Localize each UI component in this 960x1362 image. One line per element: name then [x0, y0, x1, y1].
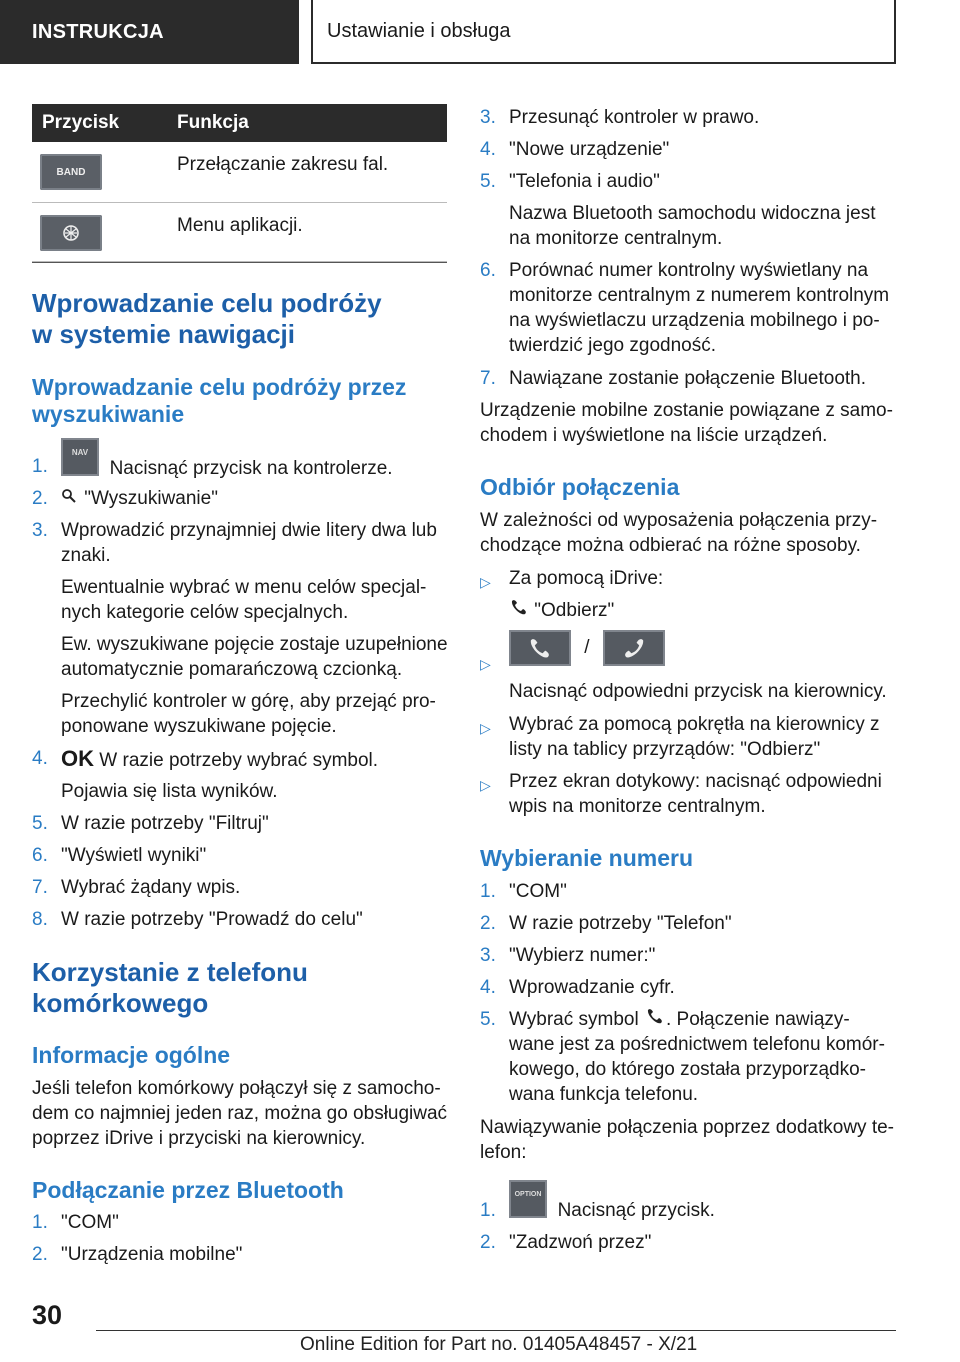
bullet-item: ▷ Przez ekran dotykowy: nacisnąć odpowiedni wpis na monitorze centralnym.	[480, 771, 882, 817]
bullet-triangle-icon: ▷	[480, 720, 491, 736]
table-header-button: Przycisk	[32, 104, 167, 142]
list-item: 2. "Zadzwoń przez"	[480, 1232, 652, 1253]
section-tab: INSTRUKCJA	[0, 0, 299, 64]
table-header-function: Funkcja	[167, 104, 447, 142]
bullet-item: ▷ Za pomocą iDrive: "Odbierz"	[480, 568, 664, 621]
paragraph: W zależności od wyposażenia połączenia przy- chodzące można odbierać na różne sposoby.	[480, 510, 878, 556]
phone-icon	[509, 600, 529, 621]
band-button-icon: BAND	[40, 154, 102, 190]
list-item: 3. Przesunąć kontroler w prawo.	[480, 107, 760, 128]
list-item: 2. "Wyszukiwanie"	[32, 488, 218, 509]
list-item: 7. Wybrać żądany wpis.	[32, 877, 241, 898]
bullet-triangle-icon: ▷	[480, 777, 491, 793]
heading-navigation: Wprowadzanie celu podróży w systemie nawigacji	[32, 288, 382, 349]
subheading-receive: Odbiór połączenia	[480, 474, 680, 500]
list-item: 1. "COM"	[480, 881, 567, 902]
edition-text: Online Edition for Part no. 01405A48457 - X/21	[300, 1334, 698, 1355]
bullet-triangle-icon: ▷	[480, 656, 491, 672]
nav-button-icon: NAV	[61, 438, 99, 476]
subheading-general: Informacje ogólne	[32, 1042, 231, 1068]
phone-icon	[644, 1009, 666, 1030]
chapter-tab: Ustawianie i obsługa	[311, 0, 896, 64]
subheading-dial: Wybieranie numeru	[480, 845, 694, 871]
page-number: 30	[32, 1300, 63, 1330]
paragraph: Pojawia się lista wyników.	[61, 781, 278, 802]
paragraph: Jeśli telefon komórkowy połączył się z samocho- dem co najmniej jeden raz, można go obsługiwać poprzez iDrive i przyciski na kierownicy.	[32, 1078, 448, 1149]
search-icon	[61, 488, 79, 509]
accept-call-button-icon	[509, 630, 571, 666]
footer-divider	[96, 1330, 896, 1331]
list-item: 8. W razie potrzeby "Prowadź do celu"	[32, 909, 363, 930]
table-cell-function: Przełączanie zakresu fal.	[177, 154, 389, 175]
paragraph: Nazwa Bluetooth samochodu widoczna jest na monitorze centralnym.	[509, 203, 876, 249]
list-item: 6. Porównać numer kontrolny wyświetlany na monitorze centralnym z numerem kontrolnym na wyświetlaczu urządzenia mobilnego i po- twierdzić jego zgodność.	[480, 260, 890, 356]
subheading-bluetooth: Podłączanie przez Bluetooth	[32, 1177, 344, 1203]
list-item: 4. OK W razie potrzeby wybrać symbol.	[32, 746, 379, 771]
list-item: 1. NAV Nacisnąć przycisk na kontrolerze.	[32, 438, 447, 478]
list-item: 3. Wprowadzić przynajmniej dwie litery dwa lub znaki.	[32, 520, 437, 566]
paragraph: Przechylić kontroler w górę, aby przejąć pro- ponowane wyszukiwane pojęcie.	[61, 691, 436, 737]
bullet-item: ▷ / Nacisnąć odpowiedni przycisk na kierownicy.	[480, 630, 896, 710]
paragraph: Urządzenie mobilne zostanie powiązane z samo- chodem i wyświetlone na liście urządzeń.	[480, 400, 893, 446]
list-item: 7. Nawiązane zostanie połączenie Bluetooth.	[480, 368, 867, 389]
list-item: 4. Wprowadzanie cyfr.	[480, 977, 675, 998]
heading-phone: Korzystanie z telefonu komórkowego	[32, 957, 308, 1018]
list-item: 1. OPTION Nacisnąć przycisk.	[480, 1180, 896, 1224]
list-item: 6. "Wyświetl wyniki"	[32, 845, 207, 866]
list-item: 4. "Nowe urządzenie"	[480, 139, 670, 160]
page-header	[0, 0, 960, 66]
paragraph: Nawiązywanie połączenia poprzez dodatkowy te- lefon:	[480, 1117, 895, 1163]
list-item: 5. "Telefonia i audio"	[480, 171, 660, 192]
apps-button-icon	[40, 215, 102, 251]
list-item: 1. "COM"	[32, 1212, 119, 1233]
subheading-search: Wprowadzanie celu podróży przez wyszukiwanie	[32, 374, 407, 427]
list-item: 3. "Wybierz numer:"	[480, 945, 656, 966]
paragraph: Ewentualnie wybrać w menu celów specjal- nych kategorie celów specjalnych.	[61, 577, 427, 623]
divider	[32, 262, 447, 263]
table-row	[32, 203, 447, 262]
list-item: 5. W razie potrzeby "Filtruj"	[32, 813, 269, 834]
ok-symbol-icon: OK	[61, 746, 94, 771]
paragraph: Ew. wyszukiwane pojęcie zostaje uzupełnione automatycznie pomarańczową czcionką.	[61, 634, 448, 680]
button-function-table	[32, 104, 447, 262]
table-cell-function: Menu aplikacji.	[177, 215, 303, 236]
list-item: 5. Wybrać symbol . Połączenie nawiązy- wane jest za pośrednictwem telefonu komór- kowego, do którego została przyporządko- wana funkcja telefonu.	[480, 1009, 885, 1105]
bullet-triangle-icon: ▷	[480, 574, 491, 590]
end-call-button-icon	[603, 630, 665, 666]
table-row	[32, 142, 447, 203]
list-item: 2. "Urządzenia mobilne"	[32, 1244, 243, 1265]
list-item: 2. W razie potrzeby "Telefon"	[480, 913, 732, 934]
option-button-icon: OPTION	[509, 1180, 547, 1218]
bullet-item: ▷ Wybrać za pomocą pokrętła na kierownicy z listy na tablicy przyrządów: "Odbierz"	[480, 714, 880, 760]
